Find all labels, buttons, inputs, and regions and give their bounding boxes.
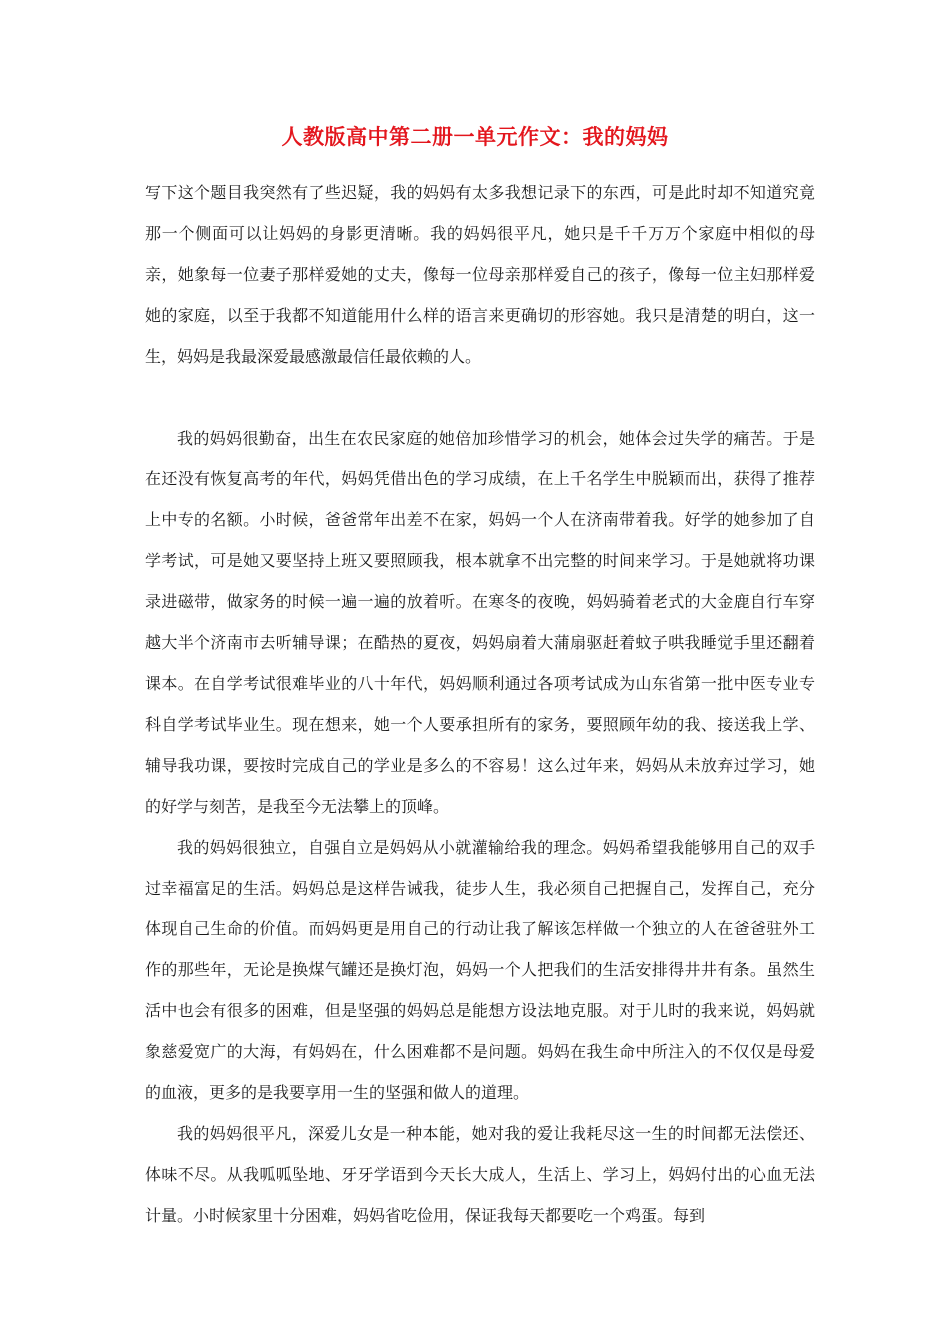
document-body	[145, 173, 815, 1237]
paragraph-2: 我的妈妈很勤奋，出生在农民家庭的她倍加珍惜学习的机会，她体会过失学的痛苦。于是在还没有恢复高考的年代，妈妈凭借出色的学习成绩，在上千名学生中脱颖而出，获得了推荐上中专的名额。小时候，爸爸常年出差不在家，妈妈一个人在济南带着我。好学的她参加了自学考试，可是她又要坚持上班又要照顾我，根本就拿不出完整的时间来学习。于是她就将功课录进磁带，做家务的时候一遍一遍的放着听。在寒冬的夜晚，妈妈骑着老式的大金鹿自行车穿越大半个济南市去听辅导课；在酷热的夏夜，妈妈扇着大蒲扇驱赶着蚊子哄我睡觉手里还翻着课本。在自学考试很难毕业的八十年代，妈妈顺利通过各项考试成为山东省第一批中医专业专科自学考试毕业生。现在想来，她一个人要承担所有的家务，要照顾年幼的我、接送我上学、辅导我功课，要按时完成自己的学业是多么的不容易！这么过年来，妈妈从未放弃过学习，她的好学与刻苦，是我至今无法攀上的顶峰。	[145, 428, 815, 816]
paragraph-4: 我的妈妈很平凡，深爱儿女是一种本能，她对我的爱让我耗尽这一生的时间都无法偿还、体味不尽。从我呱呱坠地、牙牙学语到今天长大成人，生活上、学习上，妈妈付出的心血无法计量。小时候家里十分困难，妈妈省吃俭用，保证我每天都要吃一个鸡蛋。每到	[145, 1123, 815, 1225]
paragraph-1: 写下这个题目我突然有了些迟疑，我的妈妈有太多我想记录下的东西，可是此时却不知道究竟那一个侧面可以让妈妈的身影更清晰。我的妈妈很平凡，她只是千千万万个家庭中相似的母亲，她象每一位妻子那样爱她的丈夫，像每一位母亲那样爱自己的孩子，像每一位主妇那样爱她的家庭，以至于我都不知道能用什么样的语言来更确切的形容她。我只是清楚的明白，这一生，妈妈是我最深爱最感激最信任最依赖的人。	[145, 183, 815, 366]
document-title: 人教版高中第二册一单元作文：我的妈妈	[281, 124, 669, 149]
paragraph-3: 我的妈妈很独立，自强自立是妈妈从小就灌输给我的理念。妈妈希望我能够用自己的双手过幸福富足的生活。妈妈总是这样告诫我，徒步人生，我必须自己把握自己，发挥自己，充分体现自己生命的价值。而妈妈更是用自己的行动让我了解该怎样做一个独立的人在爸爸驻外工作的那些年，无论是换煤气罐还是换灯泡，妈妈一个人把我们的生活安排得井井有条。虽然生活中也会有很多的困难，但是坚强的妈妈总是能想方设法地克服。对于儿时的我来说，妈妈就象慈爱宽广的大海，有妈妈在，什么困难都不是问题。妈妈在我生命中所注入的不仅仅是母爱的血液，更多的是我要享用一生的坚强和做人的道理。	[145, 837, 815, 1103]
